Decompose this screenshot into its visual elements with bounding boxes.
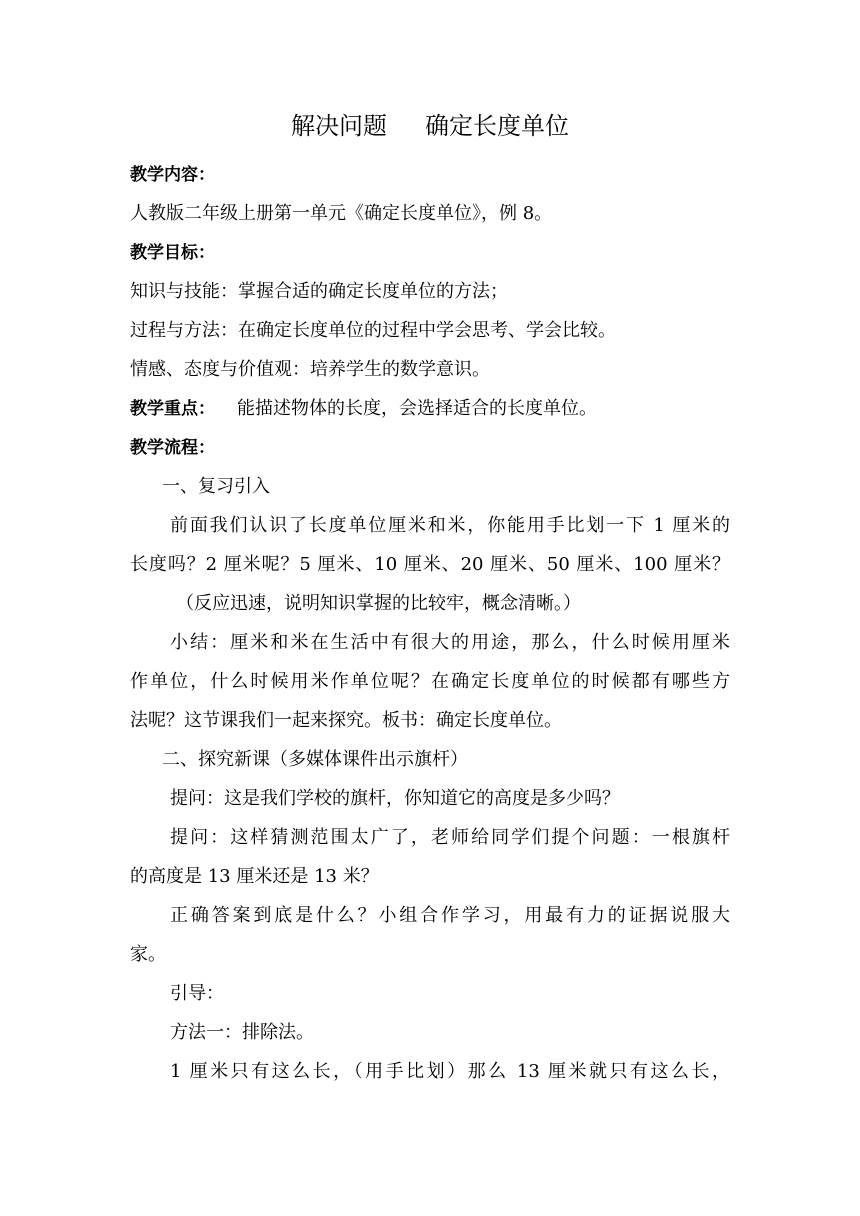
content-text: 人教版二年级上册第一单元《确定长度单位》，例 8。 (130, 203, 553, 224)
paragraph-line: 长度吗？2 厘米呢？5 厘米、10 厘米、20 厘米、50 厘米、100 厘米？ (130, 554, 730, 575)
paragraph-line: 1 厘米只有这么长，（用手比划）那么 13 厘米就只有这么长， (170, 1061, 730, 1082)
paragraph-line: 提问：这样猜测范围太广了，老师给同学们提个问题：一根旗杆 (170, 827, 730, 848)
goal-item: 知识与技能：掌握合适的确定长度单位的方法； (130, 281, 508, 302)
goals-heading: 教学目标： (130, 243, 215, 263)
goal-item: 情感、态度与价值观：培养学生的数学意识。 (130, 359, 490, 380)
content-heading: 教学内容： (130, 165, 215, 185)
page-title (0, 110, 860, 142)
paragraph-line: 的高度是 13 厘米还是 13 米？ (130, 866, 379, 887)
paragraph-line: 引导： (170, 983, 224, 1004)
section-heading: 二、探究新课（多媒体课件出示旗杆） (162, 749, 468, 770)
title-part-2: 确定长度单位 (425, 112, 569, 140)
section-heading: 一、复习引入 (162, 476, 270, 497)
goal-item: 过程与方法：在确定长度单位的过程中学会思考、学会比较。 (130, 320, 616, 341)
key-text: 能描述物体的长度，会选择适合的长度单位。 (237, 398, 597, 419)
paragraph-line: 前面我们认识了长度单位厘米和米，你能用手比划一下 1 厘米的 (170, 515, 730, 536)
paragraph-line: 家。 (130, 944, 166, 965)
paragraph-line: 作单位，什么时候用米作单位呢？在确定长度单位的时候都有哪些方 (130, 671, 730, 692)
paragraph-line: 法呢？这节课我们一起来探究。板书：确定长度单位。 (130, 710, 562, 731)
paragraph-line: 小结：厘米和米在生活中有很大的用途，那么，什么时候用厘米 (170, 632, 730, 653)
title-part-1: 解决问题 (291, 112, 387, 140)
paragraph-line: 正确答案到底是什么？小组合作学习，用最有力的证据说服大 (170, 905, 730, 926)
process-heading: 教学流程： (130, 438, 215, 458)
key-heading: 教学重点： (130, 399, 215, 419)
key-point-row (130, 397, 730, 421)
paragraph-line: 方法一：排除法。 (170, 1022, 314, 1043)
paragraph-line: （反应迅速，说明知识掌握的比较牢，概念清晰。） (176, 593, 581, 614)
paragraph-line: 提问：这是我们学校的旗杆，你知道它的高度是多少吗？ (170, 788, 620, 809)
